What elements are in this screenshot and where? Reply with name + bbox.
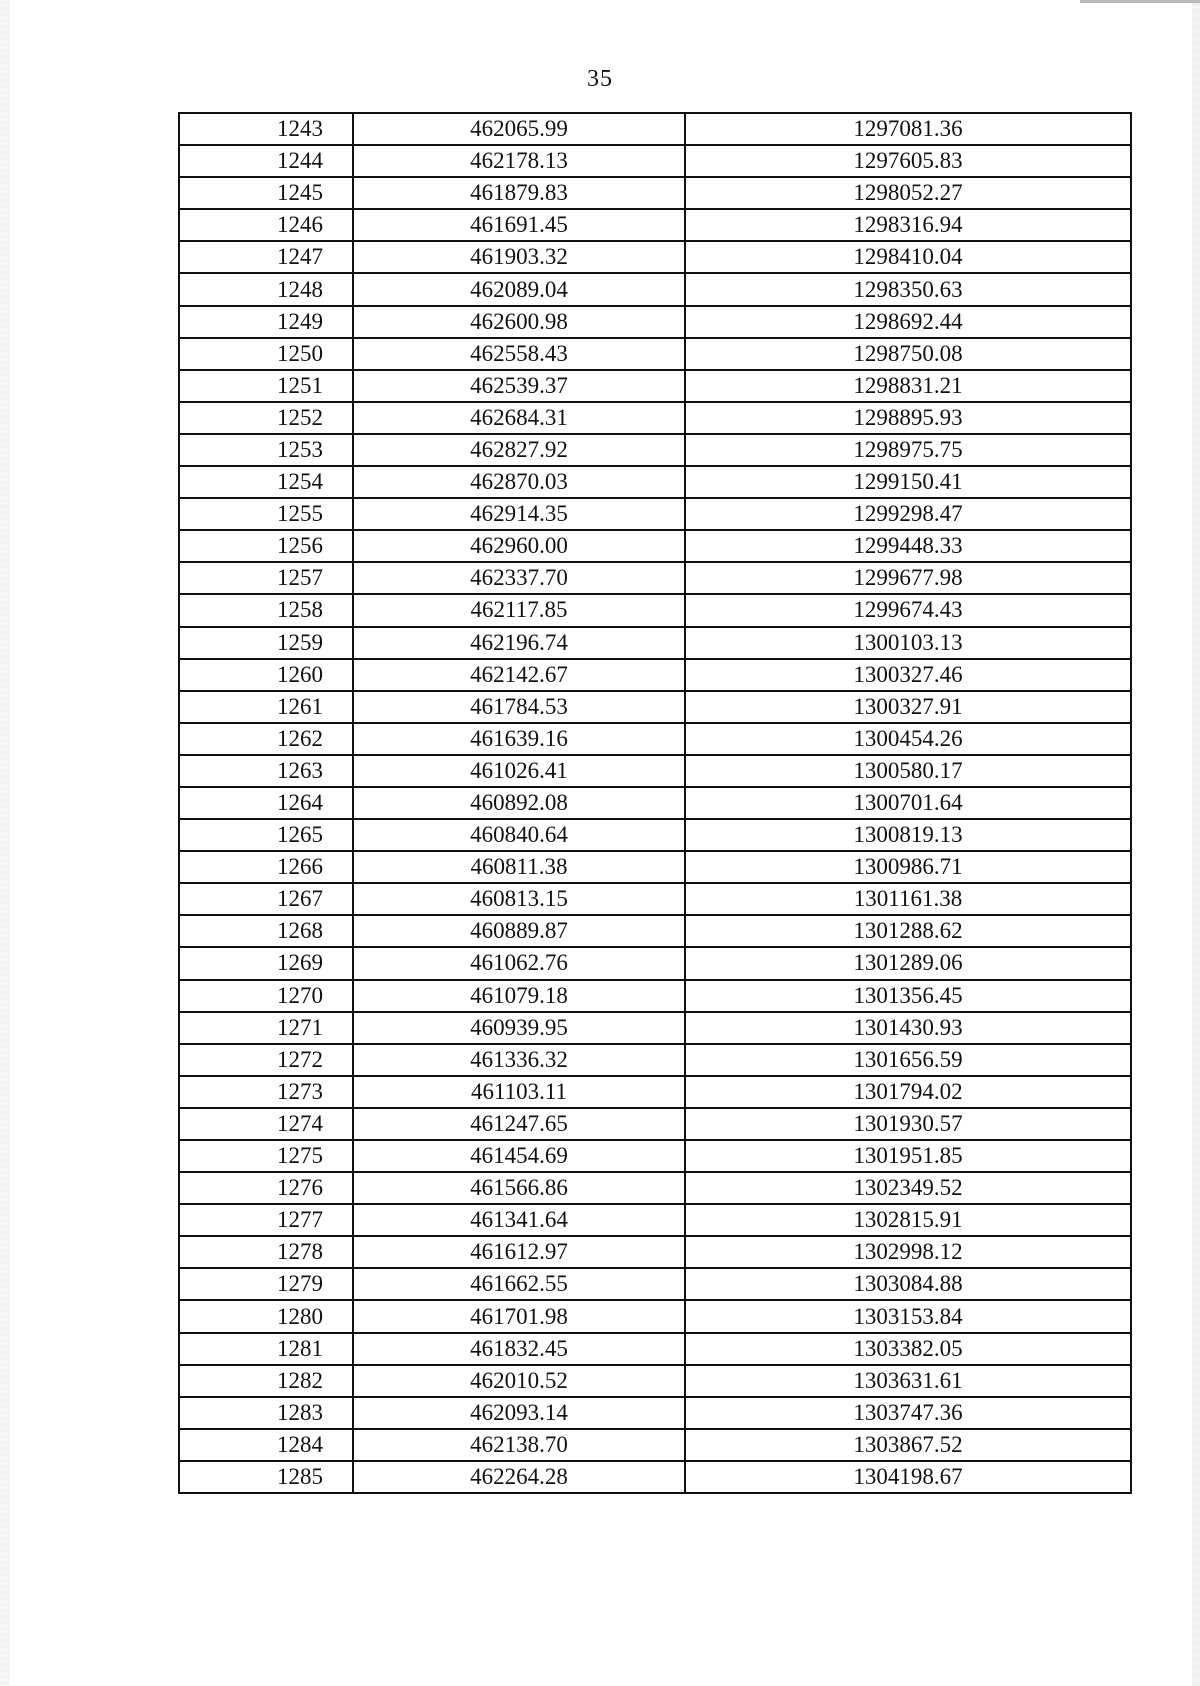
point-number-cell: 1275 [179,1140,353,1172]
table-row [179,1204,1131,1236]
y-coordinate-cell: 1301356.45 [685,980,1131,1012]
x-coordinate-cell: 460840.64 [353,819,685,851]
x-coordinate-cell: 462065.99 [353,113,685,145]
table-row [179,1012,1131,1044]
y-coordinate-cell: 1298895.93 [685,402,1131,434]
y-coordinate-cell: 1300986.71 [685,851,1131,883]
y-coordinate-cell: 1301289.06 [685,947,1131,979]
y-coordinate-cell: 1303631.61 [685,1365,1131,1397]
point-number-cell: 1246 [179,209,353,241]
point-number-cell: 1260 [179,659,353,691]
y-coordinate-cell: 1300701.64 [685,787,1131,819]
table-row [179,723,1131,755]
x-coordinate-cell: 461247.65 [353,1108,685,1140]
table-row [179,691,1131,723]
table-row [179,1140,1131,1172]
table-row [179,1236,1131,1268]
point-number-cell: 1265 [179,819,353,851]
x-coordinate-cell: 461612.97 [353,1236,685,1268]
x-coordinate-cell: 461784.53 [353,691,685,723]
point-number-cell: 1255 [179,498,353,530]
y-coordinate-cell: 1298975.75 [685,434,1131,466]
table-row [179,241,1131,273]
point-number-cell: 1282 [179,1365,353,1397]
table-row [179,1429,1131,1461]
scan-edge-left [0,0,10,1686]
table-row [179,1172,1131,1204]
point-number-cell: 1269 [179,947,353,979]
point-number-cell: 1243 [179,113,353,145]
table-row [179,755,1131,787]
coordinate-table [178,112,1132,1494]
point-number-cell: 1253 [179,434,353,466]
y-coordinate-cell: 1300327.46 [685,659,1131,691]
y-coordinate-cell: 1300454.26 [685,723,1131,755]
point-number-cell: 1247 [179,241,353,273]
table-row [179,370,1131,402]
table-row [179,851,1131,883]
table-row [179,434,1131,466]
x-coordinate-cell: 461454.69 [353,1140,685,1172]
y-coordinate-cell: 1300819.13 [685,819,1131,851]
table-row [179,562,1131,594]
table-row [179,530,1131,562]
table-row [179,209,1131,241]
x-coordinate-cell: 461103.11 [353,1076,685,1108]
point-number-cell: 1274 [179,1108,353,1140]
table-row [179,1397,1131,1429]
y-coordinate-cell: 1303867.52 [685,1429,1131,1461]
table-row [179,273,1131,305]
x-coordinate-cell: 461566.86 [353,1172,685,1204]
table-row [179,1268,1131,1300]
point-number-cell: 1244 [179,145,353,177]
point-number-cell: 1263 [179,755,353,787]
table-row [179,306,1131,338]
x-coordinate-cell: 461336.32 [353,1044,685,1076]
point-number-cell: 1272 [179,1044,353,1076]
x-coordinate-cell: 462010.52 [353,1365,685,1397]
table-row [179,883,1131,915]
y-coordinate-cell: 1299677.98 [685,562,1131,594]
point-number-cell: 1271 [179,1012,353,1044]
y-coordinate-cell: 1301430.93 [685,1012,1131,1044]
table-row [179,819,1131,851]
table-row [179,1333,1131,1365]
table-row [179,915,1131,947]
scan-edge-top [1080,0,1200,3]
table-row [179,498,1131,530]
x-coordinate-cell: 461662.55 [353,1268,685,1300]
point-number-cell: 1256 [179,530,353,562]
x-coordinate-cell: 462142.67 [353,659,685,691]
point-number-cell: 1270 [179,980,353,1012]
point-number-cell: 1278 [179,1236,353,1268]
point-number-cell: 1276 [179,1172,353,1204]
table-body [179,113,1131,1493]
y-coordinate-cell: 1301930.57 [685,1108,1131,1140]
x-coordinate-cell: 460889.87 [353,915,685,947]
point-number-cell: 1257 [179,562,353,594]
x-coordinate-cell: 460939.95 [353,1012,685,1044]
point-number-cell: 1277 [179,1204,353,1236]
y-coordinate-cell: 1298350.63 [685,273,1131,305]
x-coordinate-cell: 460892.08 [353,787,685,819]
table-row [179,947,1131,979]
table-row [179,177,1131,209]
x-coordinate-cell: 461062.76 [353,947,685,979]
x-coordinate-cell: 462337.70 [353,562,685,594]
x-coordinate-cell: 461341.64 [353,1204,685,1236]
table-row [179,1365,1131,1397]
y-coordinate-cell: 1301161.38 [685,883,1131,915]
point-number-cell: 1273 [179,1076,353,1108]
x-coordinate-cell: 462138.70 [353,1429,685,1461]
point-number-cell: 1279 [179,1268,353,1300]
y-coordinate-cell: 1298831.21 [685,370,1131,402]
y-coordinate-cell: 1298052.27 [685,177,1131,209]
y-coordinate-cell: 1304198.67 [685,1461,1131,1493]
table-row [179,594,1131,626]
y-coordinate-cell: 1302815.91 [685,1204,1131,1236]
scan-edge-right [1192,0,1200,1686]
y-coordinate-cell: 1299448.33 [685,530,1131,562]
y-coordinate-cell: 1303382.05 [685,1333,1131,1365]
point-number-cell: 1250 [179,338,353,370]
y-coordinate-cell: 1298750.08 [685,338,1131,370]
y-coordinate-cell: 1301951.85 [685,1140,1131,1172]
table-row [179,1076,1131,1108]
x-coordinate-cell: 461691.45 [353,209,685,241]
table-row [179,402,1131,434]
point-number-cell: 1251 [179,370,353,402]
table-row [179,1461,1131,1493]
y-coordinate-cell: 1300103.13 [685,627,1131,659]
x-coordinate-cell: 462117.85 [353,594,685,626]
x-coordinate-cell: 462196.74 [353,627,685,659]
point-number-cell: 1264 [179,787,353,819]
point-number-cell: 1252 [179,402,353,434]
table-row [179,659,1131,691]
x-coordinate-cell: 461079.18 [353,980,685,1012]
point-number-cell: 1262 [179,723,353,755]
x-coordinate-cell: 462093.14 [353,1397,685,1429]
point-number-cell: 1261 [179,691,353,723]
y-coordinate-cell: 1300327.91 [685,691,1131,723]
table-row [179,1108,1131,1140]
x-coordinate-cell: 462870.03 [353,466,685,498]
point-number-cell: 1258 [179,594,353,626]
table-row [179,338,1131,370]
x-coordinate-cell: 461701.98 [353,1300,685,1332]
x-coordinate-cell: 462539.37 [353,370,685,402]
point-number-cell: 1280 [179,1300,353,1332]
table-row [179,466,1131,498]
y-coordinate-cell: 1299298.47 [685,498,1131,530]
table-row [179,627,1131,659]
table-row [179,113,1131,145]
x-coordinate-cell: 462960.00 [353,530,685,562]
y-coordinate-cell: 1299150.41 [685,466,1131,498]
y-coordinate-cell: 1298316.94 [685,209,1131,241]
x-coordinate-cell: 462684.31 [353,402,685,434]
x-coordinate-cell: 461639.16 [353,723,685,755]
y-coordinate-cell: 1301794.02 [685,1076,1131,1108]
point-number-cell: 1283 [179,1397,353,1429]
x-coordinate-cell: 462600.98 [353,306,685,338]
table-row [179,787,1131,819]
y-coordinate-cell: 1299674.43 [685,594,1131,626]
y-coordinate-cell: 1300580.17 [685,755,1131,787]
y-coordinate-cell: 1302349.52 [685,1172,1131,1204]
point-number-cell: 1249 [179,306,353,338]
point-number-cell: 1267 [179,883,353,915]
table-row [179,1300,1131,1332]
y-coordinate-cell: 1303084.88 [685,1268,1131,1300]
y-coordinate-cell: 1302998.12 [685,1236,1131,1268]
y-coordinate-cell: 1297605.83 [685,145,1131,177]
x-coordinate-cell: 461026.41 [353,755,685,787]
y-coordinate-cell: 1297081.36 [685,113,1131,145]
x-coordinate-cell: 462178.13 [353,145,685,177]
x-coordinate-cell: 461879.83 [353,177,685,209]
x-coordinate-cell: 462264.28 [353,1461,685,1493]
x-coordinate-cell: 462089.04 [353,273,685,305]
point-number-cell: 1281 [179,1333,353,1365]
table-row [179,980,1131,1012]
x-coordinate-cell: 462558.43 [353,338,685,370]
x-coordinate-cell: 460811.38 [353,851,685,883]
point-number-cell: 1245 [179,177,353,209]
point-number-cell: 1248 [179,273,353,305]
y-coordinate-cell: 1298410.04 [685,241,1131,273]
y-coordinate-cell: 1298692.44 [685,306,1131,338]
x-coordinate-cell: 461832.45 [353,1333,685,1365]
y-coordinate-cell: 1303153.84 [685,1300,1131,1332]
x-coordinate-cell: 462827.92 [353,434,685,466]
x-coordinate-cell: 462914.35 [353,498,685,530]
point-number-cell: 1266 [179,851,353,883]
table-row [179,145,1131,177]
point-number-cell: 1254 [179,466,353,498]
y-coordinate-cell: 1303747.36 [685,1397,1131,1429]
table-row [179,1044,1131,1076]
point-number-cell: 1285 [179,1461,353,1493]
y-coordinate-cell: 1301288.62 [685,915,1131,947]
y-coordinate-cell: 1301656.59 [685,1044,1131,1076]
point-number-cell: 1284 [179,1429,353,1461]
x-coordinate-cell: 460813.15 [353,883,685,915]
point-number-cell: 1268 [179,915,353,947]
x-coordinate-cell: 461903.32 [353,241,685,273]
point-number-cell: 1259 [179,627,353,659]
page-number: 35 [587,66,613,92]
